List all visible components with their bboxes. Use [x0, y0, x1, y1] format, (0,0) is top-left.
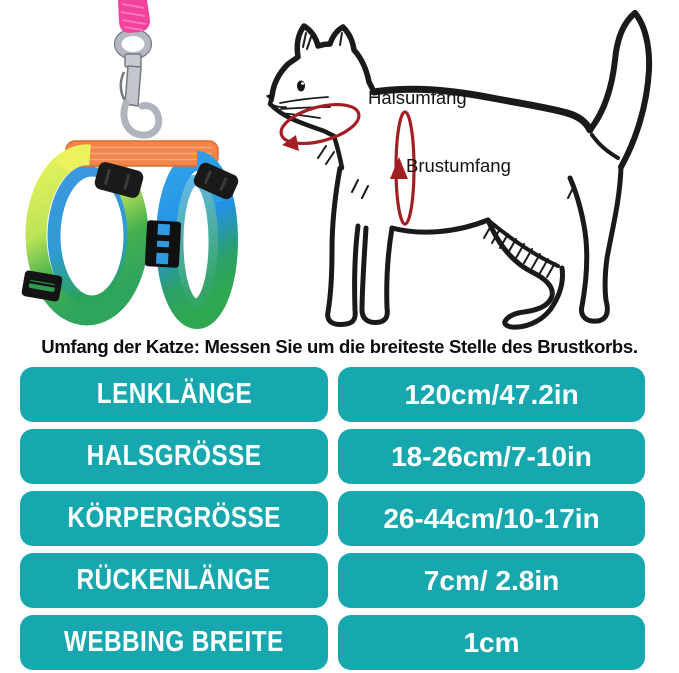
size-label-text: KÖRPERGRÖSSE	[67, 502, 281, 534]
harness-photo	[0, 0, 262, 338]
harness-adjuster-right	[145, 220, 181, 268]
cat-measure-diagram	[262, 0, 679, 338]
size-row-label	[20, 615, 328, 670]
size-row-label	[20, 553, 328, 608]
leash-clasp	[115, 29, 159, 135]
size-value-text: 18-26cm/7-10in	[391, 440, 592, 472]
leash-strap	[118, 0, 150, 33]
size-row-value	[338, 429, 645, 484]
size-row-value	[338, 553, 645, 608]
size-label-text: WEBBING BREITE	[64, 626, 284, 658]
size-row-value	[338, 367, 645, 422]
neck-measure-label: Halsumfang	[368, 87, 467, 108]
size-table	[20, 367, 645, 670]
size-row-label	[20, 367, 328, 422]
chest-measure-label: Brustumfang	[406, 155, 511, 176]
size-value-text: 7cm/ 2.8in	[423, 564, 560, 596]
size-row-value	[338, 491, 645, 546]
size-value-text: 1cm	[463, 626, 520, 658]
neck-measure-ellipse	[277, 97, 363, 151]
size-row-label	[20, 491, 328, 546]
size-label-text: HALSGRÖSSE	[86, 440, 262, 472]
size-label-text: RÜCKENLÄNGE	[76, 564, 272, 596]
size-label-text: LENKLÄNGE	[96, 378, 252, 410]
weave-over-left	[62, 155, 91, 166]
size-value-text: 120cm/47.2in	[404, 378, 579, 410]
size-value-text: 26-44cm/10-17in	[383, 502, 600, 534]
measuring-instruction: Umfang der Katze: Messen Sie um die breiteste Stelle des Brustkorbs.	[41, 336, 638, 357]
size-row-label	[20, 429, 328, 484]
size-row-value	[338, 615, 645, 670]
